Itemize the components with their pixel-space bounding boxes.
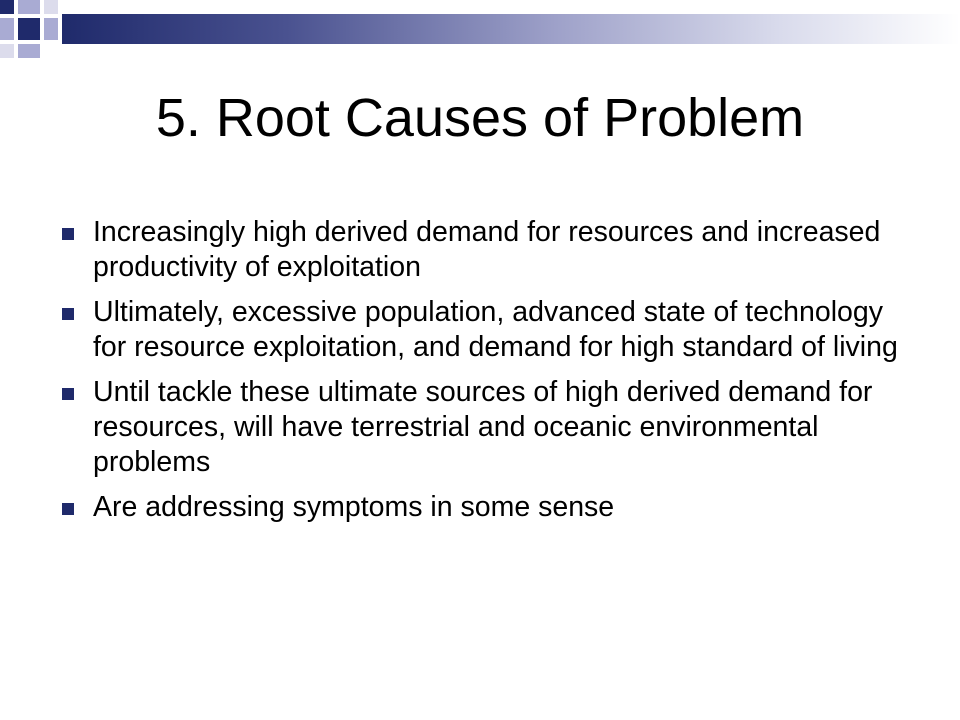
decorative-square-icon	[0, 44, 14, 58]
decorative-square-icon	[0, 0, 14, 14]
bullet-item	[60, 215, 910, 285]
bullet-item	[60, 490, 910, 525]
square-bullet-icon	[62, 228, 74, 240]
decorative-square-icon	[18, 18, 40, 40]
decorative-square-icon	[0, 18, 14, 40]
decorative-square-icon	[44, 0, 58, 14]
decorative-square-icon	[44, 18, 58, 40]
bullet-text: Are addressing symptoms in some sense	[93, 491, 615, 523]
decorative-square-icon	[18, 44, 40, 58]
slide-title: 5. Root Causes of Problem	[155, 88, 805, 148]
square-bullet-icon	[62, 308, 74, 320]
decorative-square-icon	[18, 0, 40, 14]
square-bullet-icon	[62, 503, 74, 515]
bullet-text: Until tackle these ultimate sources of high derived demand for resources, will have terrestrial and oceanic environmental problems	[93, 376, 873, 478]
bullet-item	[60, 295, 910, 365]
bullet-text: Ultimately, excessive population, advanced state of technology for resource exploitation, and demand for high standard of living	[93, 296, 898, 363]
header-gradient-bar	[62, 14, 960, 44]
bullet-item	[60, 375, 910, 480]
bullet-list	[60, 215, 910, 535]
bullet-text: Increasingly high derived demand for resources and increased productivity of exploitation	[93, 216, 881, 283]
square-bullet-icon	[62, 388, 74, 400]
